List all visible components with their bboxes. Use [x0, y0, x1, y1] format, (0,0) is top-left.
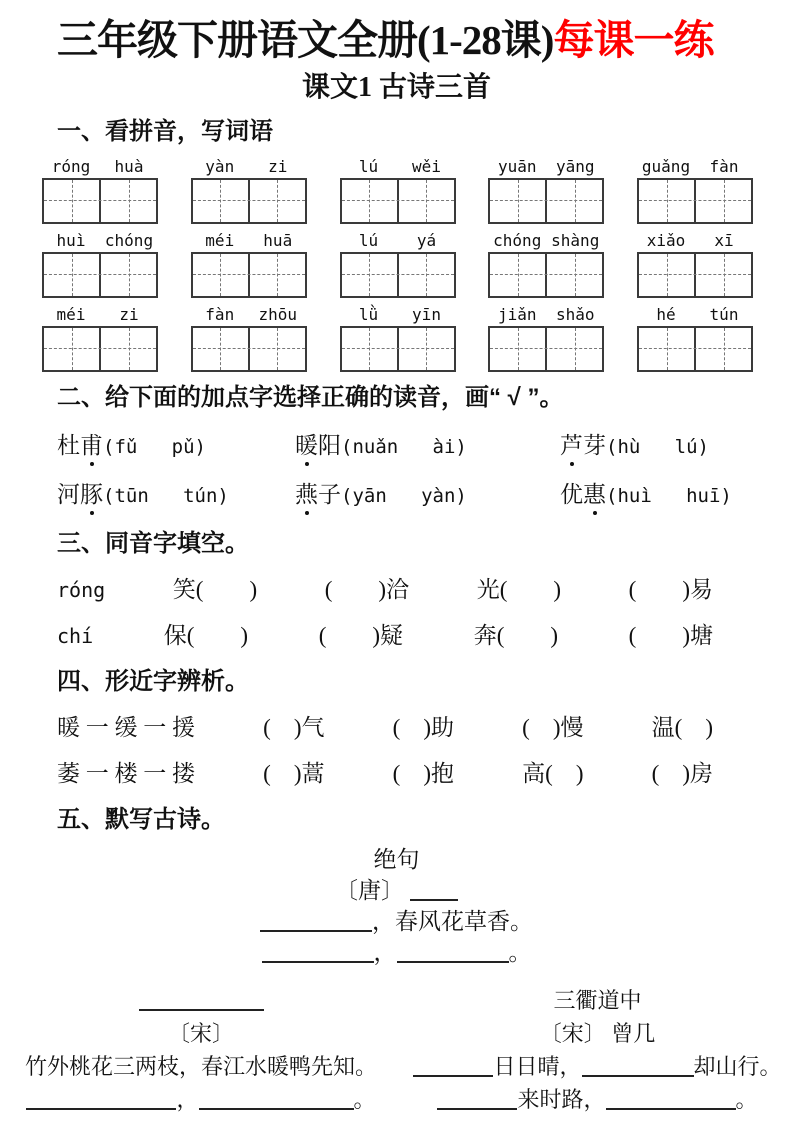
phonetic-item-youhui [560, 479, 732, 512]
section3-heading: 三、同音字填空。 [57, 530, 249, 557]
word-char: 河 [57, 482, 80, 507]
pinyin-options: (huì huī) [606, 485, 732, 507]
poem-two-columns [0, 984, 793, 1116]
pinyin-word-group [488, 230, 604, 298]
phonetic-row-2 [57, 479, 793, 512]
similar-char-blank: ( )蒿 [263, 761, 325, 786]
pinyin-syllable: yāng [555, 157, 595, 176]
pinyin-word-group [42, 156, 158, 224]
poem-author-line [0, 1017, 402, 1050]
dotted-char: 暖 [295, 433, 318, 458]
pinyin-syllable: lú [358, 157, 379, 176]
writing-box [191, 178, 307, 224]
pinyin-row-3 [42, 304, 753, 372]
similar-char-blank: ( )慢 [522, 715, 584, 740]
pinyin-word-group [340, 304, 456, 372]
page-title [57, 14, 793, 66]
homophone-blank: 保( ) [163, 623, 249, 648]
writing-box [637, 326, 753, 372]
pinyin-syllable: shàng [551, 231, 600, 250]
poem-verse-line [0, 1083, 402, 1116]
homophone-blank: 光( ) [476, 577, 562, 602]
verse-text: 竹外桃花三两枝，春江水暖鸭先知。 [24, 1054, 377, 1079]
writing-box [340, 326, 456, 372]
pinyin-syllable: méi [56, 305, 86, 324]
dotted-char: 芦 [560, 433, 583, 458]
author-blank [410, 876, 458, 901]
poem-author-line [0, 875, 793, 906]
pinyin-grid [42, 156, 753, 372]
pinyin-syllable: yīn [412, 305, 441, 324]
pinyin-word-group [488, 304, 604, 372]
verse-blank [397, 938, 509, 963]
dotted-char: 甫 [80, 433, 103, 458]
pinyin-syllable: xiǎo [646, 231, 686, 250]
dotted-char: 豚 [80, 482, 103, 507]
verse-blank [262, 938, 374, 963]
verse-text: 却山行。 [693, 1054, 782, 1079]
phonetic-item-yanzi [295, 479, 560, 512]
word-char: 芽 [583, 433, 606, 458]
pinyin-options: (nuǎn ài) [341, 436, 467, 458]
pinyin-word-group [191, 304, 307, 372]
pinyin-syllable: fàn [205, 305, 235, 324]
verse-blank [260, 907, 372, 932]
lesson-subtitle: 课文1 古诗三首 [301, 72, 491, 103]
pinyin-syllable: chóng [493, 231, 542, 250]
writing-box [191, 252, 307, 298]
pinyin-word-group [42, 230, 158, 298]
pinyin-options: (tūn tún) [103, 485, 229, 507]
pinyin-row-1 [42, 156, 753, 224]
pinyin-syllable: chóng [104, 231, 154, 250]
pinyin-options: (yān yàn) [341, 485, 467, 507]
poem-verse-line [0, 937, 793, 968]
verse-blank [413, 1053, 493, 1077]
word-char: 优 [560, 482, 583, 507]
pinyin-syllable: róng [51, 157, 91, 176]
writing-box [42, 178, 158, 224]
pinyin-word-group [340, 156, 456, 224]
word-char: 阳 [318, 433, 341, 458]
poem-title: 绝句 [373, 847, 420, 872]
verse-punct: 。 [508, 940, 532, 965]
pinyin-syllable: lǜ [358, 305, 379, 324]
pinyin-word-group [637, 156, 753, 224]
verse-text: ，春风花草香。 [372, 909, 533, 934]
similar-char-blank: ( )气 [263, 715, 325, 740]
pinyin-word-group [488, 156, 604, 224]
verse-blank [606, 1086, 736, 1110]
verse-text: 日日晴， [493, 1054, 582, 1079]
pinyin-syllable: lú [358, 231, 379, 250]
title-highlight: 每课一练 [553, 17, 714, 63]
pinyin-syllable: yá [416, 231, 437, 250]
poem-jueju [0, 844, 793, 968]
homophone-row-rong [57, 574, 713, 606]
poem-verse-line [402, 1050, 793, 1083]
phonetic-item-dufu [57, 430, 295, 463]
pinyin-syllable: méi [205, 231, 235, 250]
poem-sanqudaozhong [402, 984, 793, 1116]
pinyin-word-group [191, 230, 307, 298]
dynasty-label: 〔宋〕 [167, 1021, 234, 1046]
pinyin-syllable: hé [656, 305, 676, 324]
writing-box [488, 326, 604, 372]
pinyin-options: (fǔ pǔ) [103, 436, 206, 458]
pinyin-syllable: zi [119, 305, 139, 324]
poem-huichong [0, 984, 402, 1116]
homophone-blank: ( )洽 [324, 577, 410, 602]
poem-title-blank-line [0, 984, 402, 1017]
writing-box [340, 252, 456, 298]
phonetic-item-nuanyang [295, 430, 560, 463]
writing-box [42, 252, 158, 298]
pinyin-word-group [42, 304, 158, 372]
dynasty-label: 〔唐〕 [335, 878, 404, 903]
verse-blank [199, 1086, 354, 1110]
pinyin-row-2 [42, 230, 753, 298]
homophone-blank: ( )塘 [628, 623, 713, 648]
writing-box [191, 326, 307, 372]
dotted-char: 惠 [583, 482, 606, 507]
writing-box [637, 252, 753, 298]
similar-char-blank: ( )房 [651, 761, 713, 786]
pinyin-word-group [191, 156, 307, 224]
pinyin-syllable: zi [268, 157, 288, 176]
dotted-char: 燕 [295, 482, 318, 507]
similar-char-row-1 [57, 712, 713, 744]
verse-blank [437, 1086, 517, 1110]
verse-blank [26, 1086, 176, 1110]
homophone-blank: 奔( ) [473, 623, 559, 648]
pinyin-syllable: jiǎn [497, 305, 537, 324]
section5-heading: 五、默写古诗。 [57, 806, 225, 833]
title-main: 三年级下册语文全册(1-28课) [57, 17, 554, 63]
phonetic-item-luya [560, 430, 709, 463]
pinyin-syllable: xī [714, 231, 734, 250]
similar-char-group: 暖 一 缓 一 援 [57, 715, 195, 740]
poem-verse-line [0, 1050, 402, 1083]
verse-punct: ， [176, 1087, 199, 1112]
similar-char-row-2 [57, 758, 713, 790]
verse-text: 来时路， [517, 1087, 606, 1112]
verse-punct: 。 [735, 1087, 758, 1112]
verse-punct: ， [373, 940, 397, 965]
poem-verse-line [0, 906, 793, 937]
section4-heading: 四、形近字辨析。 [57, 668, 249, 695]
similar-char-blank: ( )助 [392, 715, 454, 740]
word-char: 杜 [57, 433, 80, 458]
homophone-label: chí [57, 624, 94, 648]
similar-char-blank: 高( ) [522, 761, 584, 786]
poem-author-line: 〔宋〕 曾几 [539, 1021, 656, 1046]
pinyin-syllable: guǎng [641, 157, 691, 176]
similar-char-group: 萎 一 楼 一 搂 [57, 761, 195, 786]
homophone-label: róng [57, 578, 106, 602]
section1-heading: 一、看拼音，写词语 [57, 118, 273, 145]
pinyin-syllable: huā [263, 231, 293, 250]
pinyin-syllable: huà [114, 157, 144, 176]
pinyin-syllable: huì [56, 231, 86, 250]
homophone-blank: ( )易 [628, 577, 713, 602]
verse-punct: 。 [353, 1087, 376, 1112]
pinyin-options: (hù lú) [606, 436, 709, 458]
pinyin-syllable: shǎo [555, 305, 595, 324]
writing-box [42, 326, 158, 372]
writing-box [488, 252, 604, 298]
pinyin-word-group [637, 230, 753, 298]
writing-box [488, 178, 604, 224]
pinyin-syllable: tún [709, 305, 739, 324]
pinyin-syllable: wěi [412, 157, 441, 176]
similar-char-blank: 温( ) [651, 715, 713, 740]
word-char: 子 [318, 482, 341, 507]
writing-box [637, 178, 753, 224]
pinyin-word-group [340, 230, 456, 298]
pinyin-syllable: yuān [497, 157, 537, 176]
similar-char-blank: ( )抱 [392, 761, 454, 786]
homophone-blank: 笑( ) [172, 577, 258, 602]
homophone-blank: ( )疑 [318, 623, 404, 648]
pinyin-syllable: yàn [205, 157, 235, 176]
pinyin-syllable: zhōu [258, 305, 298, 324]
pinyin-word-group [637, 304, 753, 372]
homophone-row-chi [57, 620, 713, 652]
writing-box [340, 178, 456, 224]
phonetic-row-1 [57, 430, 793, 463]
section2-heading: 二、给下面的加点字选择正确的读音，画“ √ ”。 [57, 384, 564, 411]
poem-title: 三衢道中 [553, 988, 642, 1013]
title-blank [139, 987, 264, 1011]
verse-blank [582, 1053, 694, 1077]
phonetic-item-hetun [57, 479, 295, 512]
poem-verse-line [402, 1083, 793, 1116]
pinyin-syllable: fàn [709, 157, 739, 176]
